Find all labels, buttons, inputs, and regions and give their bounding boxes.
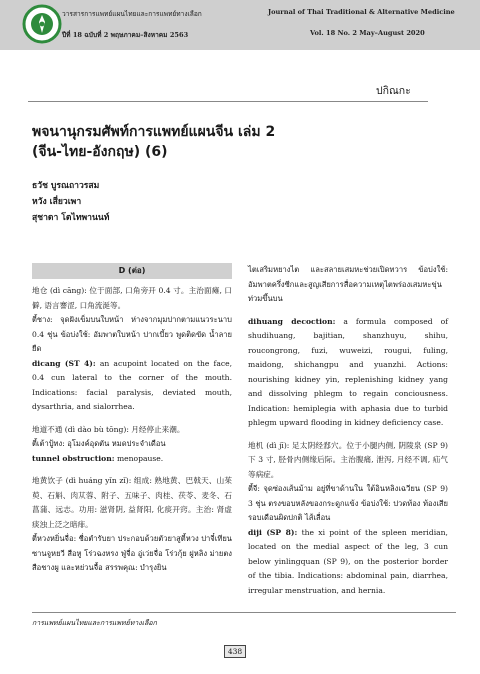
- section-divider: [28, 101, 428, 102]
- entry-english-definition: a formula composed of shudihuang, bajitian, shanzhuyu, shihu, roucongrong, fuzi, wuweizi, rougui, fuling, maidong, shichangpu and yuanzhi. Actions: nourishing kidney yin, replenishing kidney yang and dissolving phlegm to regain conciousness. Indication: hemiplegia with aphasia due to turbid phlegm upward flooding in kidney deficiency case.: [248, 316, 449, 427]
- letter-section-heading: D (ต่อ): [32, 263, 232, 279]
- entry-english: [248, 315, 448, 431]
- entry-chinese: 地机 (dì jī): 足太阴经郄穴。位于小腿内侧, 阴陵泉 (SP 9) 下 3 寸, 胫骨内侧缘后际。主治腹痛, 泄泻, 月经不调, 疝气等病症。: [248, 440, 448, 479]
- entry-chinese: 地黄饮子 (dì huáng yǐn zǐ): 组成: 熟地黄、巴戟天、山茱萸、石斛、肉苁蓉、附子、五味子、肉桂、茯苓、麦冬、石菖蒲、远志。功用: 滋肾阴, 益肾阳, 化痰开窍。主治: 肾虚痰浊上泛之暗痱。: [32, 476, 232, 529]
- section-label: ปกิณกะ: [376, 85, 411, 97]
- entry-english-definition: an acupoint located on the face, 0.4 cun lateral to the corner of the mouth. Indications: facial paralysis, deviated mouth, dysarthria, and sialorrhea.: [32, 358, 233, 411]
- journal-header-band: [0, 0, 480, 50]
- entry-thai: ตี้จี: จุดซ่องเส้นม้าม อยู่ที่ขาด้านใน ใต้อินหลิงเฉวียน (SP 9) 3 ชุ่น ตรงขอบหลังของกระดูกแข้ง ข้อบ่งใช้: ปวดท้อง ท้องเสีย รอบเดือนผิดปกติ ไส้เลื่อน: [248, 484, 448, 522]
- entry-english-definition: menopause.: [116, 453, 164, 463]
- entry-english: [32, 452, 232, 467]
- entry-thai: ตี้เต้าปู้ทง: อุโมงค์อุดตัน หมดประจำเดือน: [32, 439, 166, 448]
- article-title-line-1: พจนานุกรมศัพท์การแพทย์แผนจีน เล่ม 2: [32, 124, 276, 140]
- page-number: 438: [224, 645, 246, 658]
- entry-english-term: diji (SP 8):: [248, 527, 298, 537]
- entry-english: [248, 526, 448, 599]
- article-title: [32, 122, 275, 162]
- issue-info-english: Vol. 18 No. 2 May–August 2020: [310, 29, 425, 37]
- author-list: [32, 178, 109, 226]
- author-name: สุชาดา โตไทพานนท์: [32, 213, 110, 223]
- footer-divider: [32, 612, 456, 613]
- entry-thai-continued: ไตเสริมหยางไต และสลายเสมหะช่วยเปิดทวาร ข้อบ่งใช้: อัมพาตครึ่งซีกและสูญเสียการสื่อความเหตุไตพร่องเสมหะขุ่นท่วมขึ้นบน: [248, 265, 448, 303]
- entry-thai: ตี้ชาง: จุดฝังเข็มบนใบหน้า ห่างจากมุมปากตามแนวระนาบ 0.4 ชุ่น ข้อบ่งใช้: อัมพาตใบหน้า ปากเบี้ยว พูดติดขัด น้ำลายยืด: [32, 315, 232, 353]
- entry-english-definition: the xi point of the spleen meridian, located on the medial aspect of the leg, 3 cun below yinlingquan (SP 9), on the posterior border of the tibia. Indications: abdominal pain, diarrhea, irregular menstruation, and hernia.: [248, 527, 448, 595]
- entry-english-term: dihuang decoction:: [248, 316, 336, 326]
- journal-title-thai: วารสารการแพทย์แผนไทยและการแพทย์ทางเลือก: [62, 10, 202, 18]
- entry-english: [32, 357, 232, 415]
- author-name: ธวัช บูรณถาวรสม: [32, 181, 100, 191]
- entry-chinese: 地道不通 (dì dào bù tōng): 月经停止来潮。: [32, 424, 185, 434]
- entry-english-term: dicang (ST 4):: [32, 358, 96, 368]
- journal-title-english: Journal of Thai Traditional & Alternative Medicine: [268, 8, 455, 16]
- issue-info-thai: ปีที่ 18 ฉบับที่ 2 พฤษภาคม–สิงหาคม 2563: [62, 31, 189, 39]
- right-column: [248, 263, 448, 598]
- author-name: หวัง เสี่ยวเพา: [32, 197, 82, 207]
- entry-chinese: 地仓 (dì cāng): 位于面部, 口角旁开 0.4 寸。主治面瘫, 口僻, 语言謇涩, 口角流涎等。: [32, 286, 232, 310]
- entry-english-term: tunnel obstruction:: [32, 453, 115, 463]
- footer-journal-name: การแพทย์แผนไทยและการแพทย์ทางเลือก: [32, 619, 157, 627]
- left-column: [32, 284, 232, 576]
- entry-thai: ตี้หวงหยิ่นจื่อ: ชื่อตำรับยา ประกอบด้วยตัวยาสูตี้หวง ปาจี๋เทียน ซานจูหยวี สือหู โร่วฉงหรง ฟู่จื่อ อู่เว่ยจื่อ โร่วกุ้ย ฝูหลิง ม่ายตง สือชางผู และหย่วนจื้อ สรรพคุณ: บำรุงยิน: [32, 534, 232, 572]
- department-logo-icon: [22, 2, 62, 46]
- article-title-line-2: (จีน-ไทย-อังกฤษ) (6): [32, 144, 168, 160]
